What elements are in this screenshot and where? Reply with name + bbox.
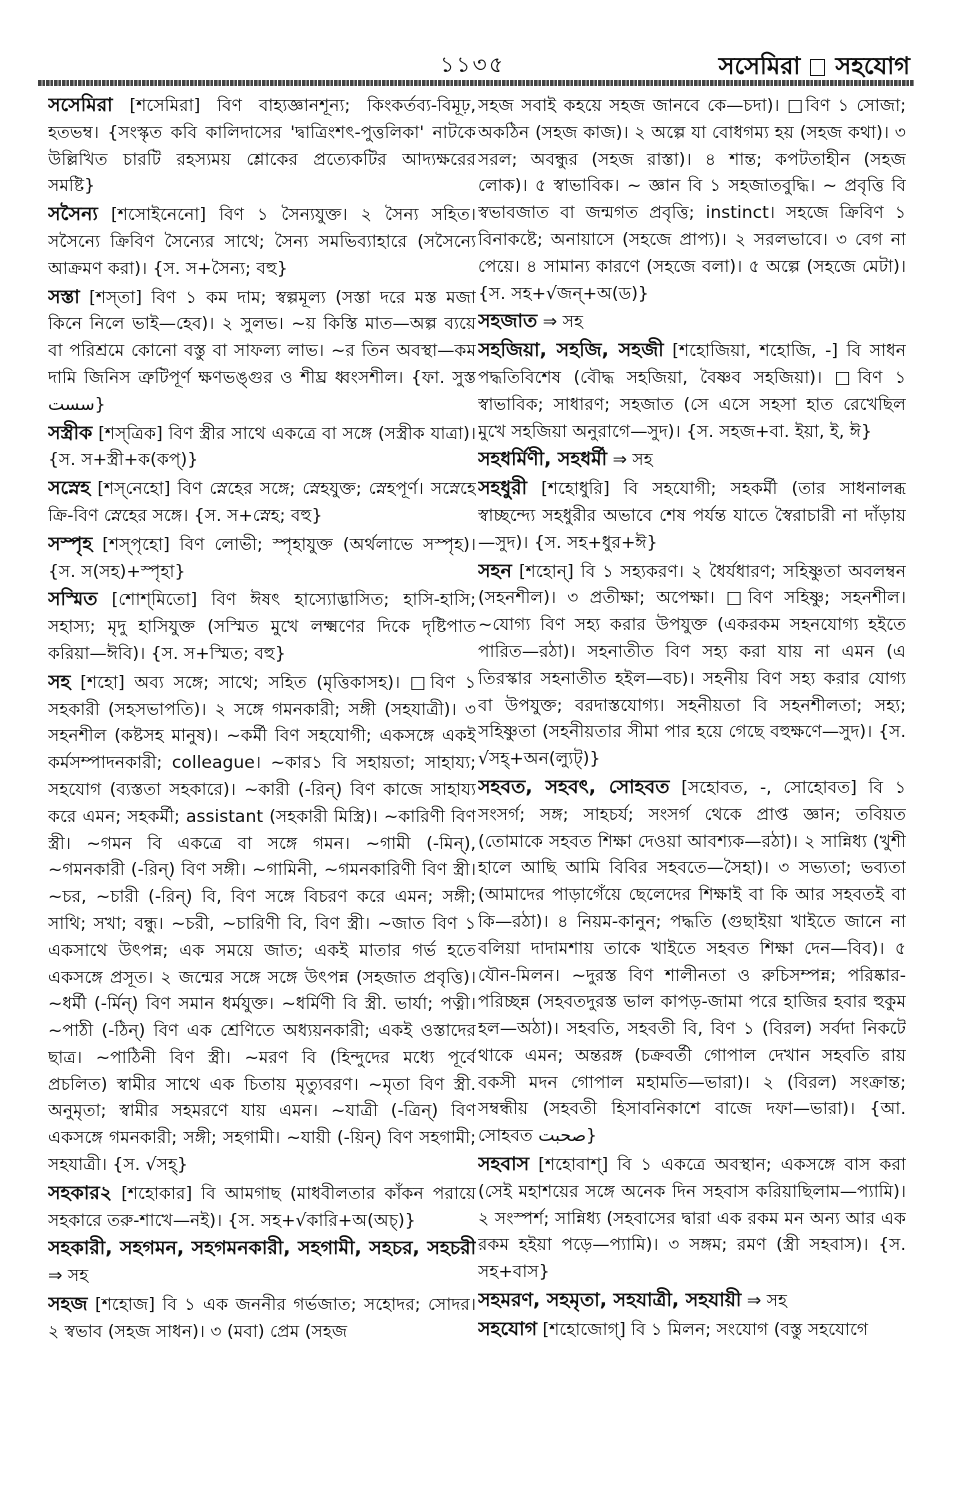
definition: [শস্‌ত্রিক] বিণ স্ত্রীর সাথে একত্রে বা সঙ্গে (সস্ত্রীক যাত্রা)। {স. স+স্ত্রী+ক(কপ্)} — [48, 423, 476, 471]
headword: সস্নেহ — [48, 477, 91, 500]
dictionary-entry — [48, 531, 476, 586]
dictionary-entry — [478, 774, 906, 1150]
definition: [শসেমিরা] বিণ বাহ্যজ্ঞানশূন্য; কিংকর্তব্য-বিমূঢ়, হতভম্ব। {সংস্কৃত কবি কালিদাসের 'দ্বাত্রিংশৎ-পুত্তলিকা' নাটকে উল্লিখিত চারটি রহস্যময় শ্লোকের প্রত্যেকটির আদ্যক্ষরের সমষ্টি} — [48, 96, 476, 197]
dictionary-entry — [478, 1316, 906, 1344]
dictionary-entry — [478, 1151, 906, 1286]
guide-word-first: সসেমিরা — [718, 52, 801, 80]
dictionary-entry — [48, 92, 476, 200]
headword: সহজ — [48, 1293, 88, 1316]
definition: [শস্‌তা] বিণ ১ কম দাম; স্বল্পমূল্য (সস্তা দরে মস্ত মজা কিনে নিলে ভাই—হেব)। ২ সুলভ। ~য় কিস্তি মাত—অল্প ব্যয়ে বা পরিশ্রমে কোনো বস্তু বা সাফল্য লাভ। ~র তিন অবস্থা—কম দামি জিনিস ত্রুটিপূর্ণ ক্ষণভঙ্গুর ও শীঘ্র ধ্বংসশীল। {ফা. সুস্ত سست} — [48, 287, 476, 415]
right-column — [478, 92, 906, 1432]
dictionary-entry — [48, 1180, 476, 1235]
definition: সহজ সবাই কহয়ে সহজ জানবে কে—চদা)। □বিণ ১ সোজা; অকঠিন (সহজ কাজ)। ২ অল্পে যা বোধগম্য হয় (সহজ কথা)। ৩ সরল; অবন্ধুর (সহজ রাস্তা)। ৪ শান্ত; কপটতাহীন (সহজ লোক)। ৫ স্বাভাবিক। ~ জ্ঞান বি ১ সহজাতবুদ্ধি। ~ প্রবৃত্তি বি স্বভাবজাত বা জন্মগত প্রবৃত্তি; instinct। সহজে ক্রিবিণ ১ বিনাকষ্টে; অনায়াসে (সহজে প্রাপ্য)। ২ সরলভাবে। ৩ বেগ না পেয়ে। ৪ সামান্য কারণে (সহজে বলা)। ৫ অল্পে (সহজে মেটা)। {স. সহ+√জন্+অ(ড)} — [478, 96, 906, 304]
definition: [সহোবত, -, সোহোবত] বি ১ সংসর্গ; সঙ্গ; সাহচর্য; সংসর্গ থেকে প্রাপ্ত জ্ঞান; তবিয়ত (তোমাকে সহবত শিক্ষা দেওয়া আবশ্যক—রঠা)। ২ সান্নিধ্য (খুশী হালে আছি আমি বিবির সহবতে—সৈহা)। ৩ সভ্যতা; ভব্যতা (আমাদের পাড়াগেঁয়ে ছেলেদের শিক্ষাই বা কি আর সহবতই বা কি—রঠা)। ৪ নিয়ম-কানুন; পদ্ধতি (গুছাইয়া খাইতে জানে না বলিয়া দাদামশায় তাকে খাইতে সহবত শিক্ষা দেন—বিব)। ৫ যৌন-মিলন। ~দুরস্ত বিণ শালীনতা ও রুচিসম্পন্ন; পরিষ্কার-পরিচ্ছন্ন (সহবতদুরস্ত ভাল কাপড়-জামা পরে হাজির হবার হুকুম হল—অঠা)। সহবতি, সহবতী বি, বিণ ১ (বিরল) সর্বদা নিকটে থাকে এমন; অন্তরঙ্গ (চক্রবর্তী গোপাল দেখান সহবতি রায় বকসী মদন গোপাল মহামতি—ভারা)। ২ (বিরল) সংক্রান্ত; সম্বন্ধীয় (সহবতী হিসাবনিকাশে বাজে দফা—ভারা)। {আ. সোহবত صحبت} — [478, 777, 906, 1147]
headword: সস্তা — [48, 285, 80, 308]
dictionary-entry — [48, 1235, 476, 1290]
guide-word-last: সহযোগ — [835, 52, 910, 80]
definition: [শহোবাশ্] বি ১ একত্রে অবস্থান; একসঙ্গে বাস করা (সেই মহাশয়ের সঙ্গে অনেক দিন সহবাস করিয়াছিলাম—প্যামি)। ২ সংস্পর্শ; সান্নিধ্য (সহবাসের দ্বারা এক রকম মন অন্য আর এক রকম হইয়া পড়ে—প্যামি)। ৩ সঙ্গম; রমণ (স্ত্রী সহবাস)। {স. সহ+বাস} — [478, 1155, 906, 1283]
definition: [শহোজ] বি ১ এক জননীর গর্ভজাত; সহোদর; সোদর। ২ স্বভাব (সহজ সাধন)। ৩ (মবা) প্রেম (সহজ — [48, 1295, 476, 1342]
dictionary-entry — [48, 669, 476, 1179]
headword: সহ — [48, 670, 71, 693]
header-rule — [38, 80, 914, 86]
dictionary-entry — [478, 475, 906, 556]
headword: সহধর্মিণী, সহধর্মী — [478, 448, 608, 471]
box-icon — [810, 59, 825, 76]
dictionary-entry — [478, 1287, 906, 1315]
dictionary-entry — [478, 92, 906, 307]
dictionary-entry — [48, 284, 476, 419]
headword: সহযোগ — [478, 1317, 538, 1340]
dictionary-entry — [48, 475, 476, 530]
definition: ⇒ সহ — [542, 312, 584, 333]
headword: সস্পৃহ — [48, 532, 93, 555]
dictionary-entry — [478, 308, 906, 336]
headword: সহমরণ, সহমৃতা, সহযাত্রী, সহযায়ী — [478, 1289, 742, 1312]
definition: [শস্‌পৃহো] বিণ লোভী; স্পৃহাযুক্ত (অর্থলাভে সস্পৃহ)। {স. স(সহ)+স্পৃহা} — [48, 534, 476, 582]
definition: [শসোইনেনো] বিণ ১ সৈন্যযুক্ত। ২ সৈন্য সহিত। সসৈন্যে ক্রিবিণ সৈন্যের সাথে; সৈন্য সমভিব্যাহারে (সসৈন্যে আক্রমণ করা)। {স. স+সৈন্য; বহু} — [48, 205, 476, 279]
headword: সহবাস — [478, 1153, 530, 1176]
definition: [শহোধুরি] বি সহযোগী; সহকর্মী (তার সাধনালব্ধ স্বাচ্ছন্দ্যে সহধুরীর অভাবে শেষ পর্যন্ত যাতে স্বৈরাচারী না দাঁড়ায়—সুদ)। {স. সহ+ধুর+ঈ} — [478, 479, 906, 553]
definition: [শহোজিয়া, শহোজি, -] বি সাধন পদ্ধতিবিশেষ (বৌদ্ধ সহজিয়া, বৈষ্ণব সহজিয়া)। □বিণ ১ স্বাভাবিক; সাধারণ; সহজাত (সে এসে সহসা হাত রেখেছিল মুখে সহজিয়া অনুরাগে—সুদ)। {স. সহজ+বা. ইয়া, ই, ঈ} — [478, 341, 906, 442]
definition: [শহো] অব্য সঙ্গে; সাথে; সহিত (মৃত্তিকাসহ)। □বিণ ১ সহকারী (সহসভাপতি)। ২ সঙ্গে গমনকারী; সঙ্গী (সহযাত্রী)। ৩ সহনশীল (কষ্টসহ মানুষ)। ~কর্মী বিণ সহযোগী; একসঙ্গে একই কর্মসম্পাদনকারী; colleague। ~কার১ বি সহায়তা; সাহায্য; সহযোগ (ব্যস্ততা সহকারে)। ~কারী (-রিন্) বিণ কাজে সাহায্য করে এমন; সহকর্মী; assistant (সহকারী মিস্ত্রি)। ~কারিণী বিণ স্ত্রী। ~গমন বি একত্রে বা সঙ্গে গমন। ~গামী (-মিন্), ~গমনকারী (-রিন্) বিণ সঙ্গী। ~গামিনী, ~গমনকারিণী বিণ স্ত্রী। ~চর, ~চারী (-রিন্) বি, বিণ সঙ্গে বিচরণ করে এমন; সঙ্গী; সাথি; সখা; বন্ধু। ~চরী, ~চারিণী বি, বিণ স্ত্রী। ~জাত বিণ ১ একসাথে উৎপন্ন; এক সময়ে জাত; একই মাতার গর্ভ হতে একসঙ্গে প্রসূত। ২ জন্মের সঙ্গে সঙ্গে উৎপন্ন (সহজাত প্রবৃত্তি)। ~ধর্মী (-র্মিন্) বিণ সমান ধর্মযুক্ত। ~ধর্মিণী বি স্ত্রী. ভার্যা; পত্নী। ~পাঠী (-ঠিন্) বিণ এক শ্রেণিতে অধ্যয়নকারী; একই ওস্তাদের ছাত্র। ~পাঠিনী বিণ স্ত্রী। ~মরণ বি (হিন্দুদের মধ্যে পূর্বে প্রচলিত) স্বামীর সাথে এক চিতায় মৃত্যুবরণ। ~মৃতা বিণ স্ত্রী. অনুমৃতা; স্বামীর সহমরণে যায় এমন। ~যাত্রী (-ত্রিন্) বিণ একসঙ্গে গমনকারী; সঙ্গী; সহগামী। ~যায়ী (-য়িন্) বিণ সহগামী; সহযাত্রী। {স. √সহ্} — [48, 672, 476, 1176]
page-header — [40, 48, 910, 84]
dictionary-entry — [478, 446, 906, 474]
dictionary-entry — [478, 558, 906, 773]
headword: সস্ত্রীক — [48, 421, 93, 444]
headword: সহধুরী — [478, 477, 528, 500]
headword: সহকারী, সহগমন, সহগমনকারী, সহগামী, সহচর, সহচরী — [48, 1237, 476, 1260]
dictionary-entry — [48, 1291, 476, 1346]
left-column — [48, 92, 476, 1432]
dictionary-entry — [48, 420, 476, 475]
dictionary-entry — [48, 201, 476, 282]
definition: [শোশ্‌মিতো] বিণ ঈষৎ হাস্যোদ্ভাসিত; হাসি-হাসি; সহাস্য; মৃদু হাসিযুক্ত (সস্মিত মুখে লক্ষ্মণের দিকে দৃষ্টিপাত করিয়া—ঈবি)। {স. স+স্মিত; বহু} — [48, 590, 476, 664]
headword: সহকার২ — [48, 1181, 113, 1204]
definition: [শহোকার] বি আমগাছ (মাধবীলতার কাঁকন পরায়ে সহকারে তরু-শাখে—নই)। {স. সহ+√কারি+অ(অচ্)} — [48, 1183, 476, 1231]
headword: সহন — [478, 559, 512, 582]
dictionary-entry — [478, 337, 906, 445]
headword: সহবত, সহবৎ, সোহবত — [478, 775, 670, 798]
definition: [শস্‌নেহো] বিণ স্নেহের সঙ্গে; স্নেহযুক্ত; স্নেহপূর্ণ। সস্নেহে ক্রি-বিণ স্নেহের সঙ্গে। {স. স+স্নেহ; বহু} — [48, 479, 476, 526]
definition: [শহোন্] বি ১ সহ্যকরণ। ২ ধৈর্যধারণ; সহিষ্ণুতা অবলম্বন (সহনশীল)। ৩ প্রতীক্ষা; অপেক্ষা। □বিণ সহিষ্ণু; সহনশীল। ~যোগ্য বিণ সহ্য করার উপযুক্ত (একরকম সহনযোগ্য হইতে পারিত—রঠা)। সহনাতীত বিণ সহ্য করা যায় না এমন (এ তিরস্কার সহনাতীত হইল—বচ)। সহনীয় বিণ সহ্য করার যোগ্য বা উপযুক্ত; বরদাস্তযোগ্য। সহনীয়তা বি সহনশীলতা; সহ্য; সহিষ্ণুতা (সহনীয়তার সীমা পার হয়ে গেছে বহুক্ষণে—সুদ)। {স. √সহ্+অন(ল্যুট্)} — [478, 561, 906, 770]
definition: ⇒ সহ — [48, 1266, 89, 1287]
page-number: ১১৩৫ — [440, 53, 506, 78]
definition: [শহোজোগ্] বি ১ মিলন; সংযোগ (বস্তু সহযোগে — [542, 1319, 869, 1340]
headword: সসেমিরা — [48, 94, 113, 116]
headword: সহজাত — [478, 310, 538, 333]
definition: ⇒ সহ — [612, 450, 653, 471]
headword: সস্মিত — [48, 588, 98, 611]
headword: সহজিয়া, সহজি, সহজী — [478, 339, 664, 362]
headword: সসৈন্য — [48, 203, 98, 226]
definition: ⇒ সহ — [746, 1291, 788, 1312]
dictionary-entry — [48, 586, 476, 667]
